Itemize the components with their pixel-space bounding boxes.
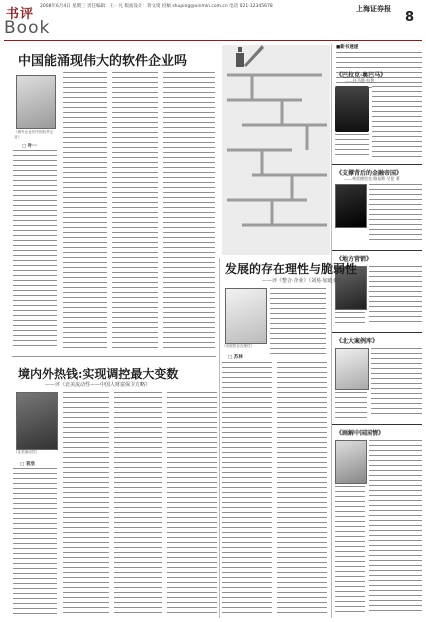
article1-book-caption: 《海外企业的中国软件企业》 [14,130,54,139]
article2-body-col3 [277,362,327,616]
article3-book-cover [16,392,58,450]
article2-byline: □ 苏林 [228,355,243,360]
section-title: 书评 [6,7,35,22]
article1-headline: 中国能涌现伟大的软件企业吗 [18,54,188,69]
article3-body-col4 [167,392,217,616]
sidebar-rule [332,332,422,333]
sidebar-item-text [369,266,422,324]
sidebar-rule [332,164,422,165]
article-divider [12,356,216,357]
section-title-en: Book [4,18,51,38]
sidebar-item-sub: ——托马斯·拉普 [345,78,375,83]
article3-subtitle: ——评《北美流动性——中国人财富保卫方略》 [45,382,151,388]
column-divider [219,258,220,618]
article2-book-caption: 《发展的存在理性》 [222,344,255,348]
article1-body-col2 [63,72,107,350]
sidebar-item-title: 《地方营销》 [336,256,373,263]
article2-headline: 发展的存在理性与脆弱性 [225,262,358,276]
article2-body-col2 [222,362,272,616]
page-header [0,0,426,42]
sidebar-item-text [372,86,422,158]
masthead: 上海证券报 [356,4,391,13]
sidebar-item-text [335,392,367,418]
sidebar-item-title: 《支撑背后的金融帝国》 [336,170,403,177]
article3-book-caption: 《北美流动性》 [14,450,40,454]
sidebar-item-text [369,440,422,614]
article3-headline: 境内外热钱:实现调控最大变数 [18,367,179,381]
article2-book-cover [225,288,267,344]
sidebar-book-cover [335,440,367,484]
sidebar-item-title: 《画解中国国情》 [336,430,385,437]
sidebar-divider [331,44,332,618]
article3-body-col1 [13,468,57,616]
sidebar-item-title: 《巴拉克·奥巴马》 [336,72,387,79]
article1-body-col4 [163,72,215,350]
article3-body-col3 [114,392,162,616]
sidebar-item-text [369,184,422,244]
portrait-photo [335,86,369,132]
page-number: 8 [405,10,415,25]
header-rule [4,40,422,41]
sidebar-book-cover [335,184,367,228]
article2-subtitle: ——评《整合·企业》（刘易·加迪亚） [262,278,343,284]
sidebar-item-text [335,486,365,614]
sidebar-item-text [371,348,422,418]
article3-body-col2 [63,392,109,616]
article1-byline: □ 叶一 [22,144,37,149]
header-meta: 2008年6月4日 星期三 责任编辑：王一凡 版面设计：蒋文琦 投稿 shuping@xinmin.com.cn 电话 021-12345678 [40,4,273,9]
article1-body-col1 [13,150,57,350]
sidebar-rule [332,424,422,425]
sidebar-rule [332,250,422,251]
sidebar-item-title: 《北大案例库》 [336,338,379,345]
article3-byline: □ 袁浩 [20,462,35,467]
article1-body-col3 [112,72,158,350]
sidebar-column-label: ■新书速递 [336,45,359,50]
sidebar-item-sub: ——弗雷德里克·路易斯·艾伦 著 [344,176,400,181]
sidebar-item-text [335,134,369,158]
article2-body-col1 [270,288,326,358]
article1-book-cover [16,75,56,129]
sidebar-book-cover [335,348,369,390]
maze-illustration [222,45,330,255]
sidebar-item-text [335,312,365,324]
